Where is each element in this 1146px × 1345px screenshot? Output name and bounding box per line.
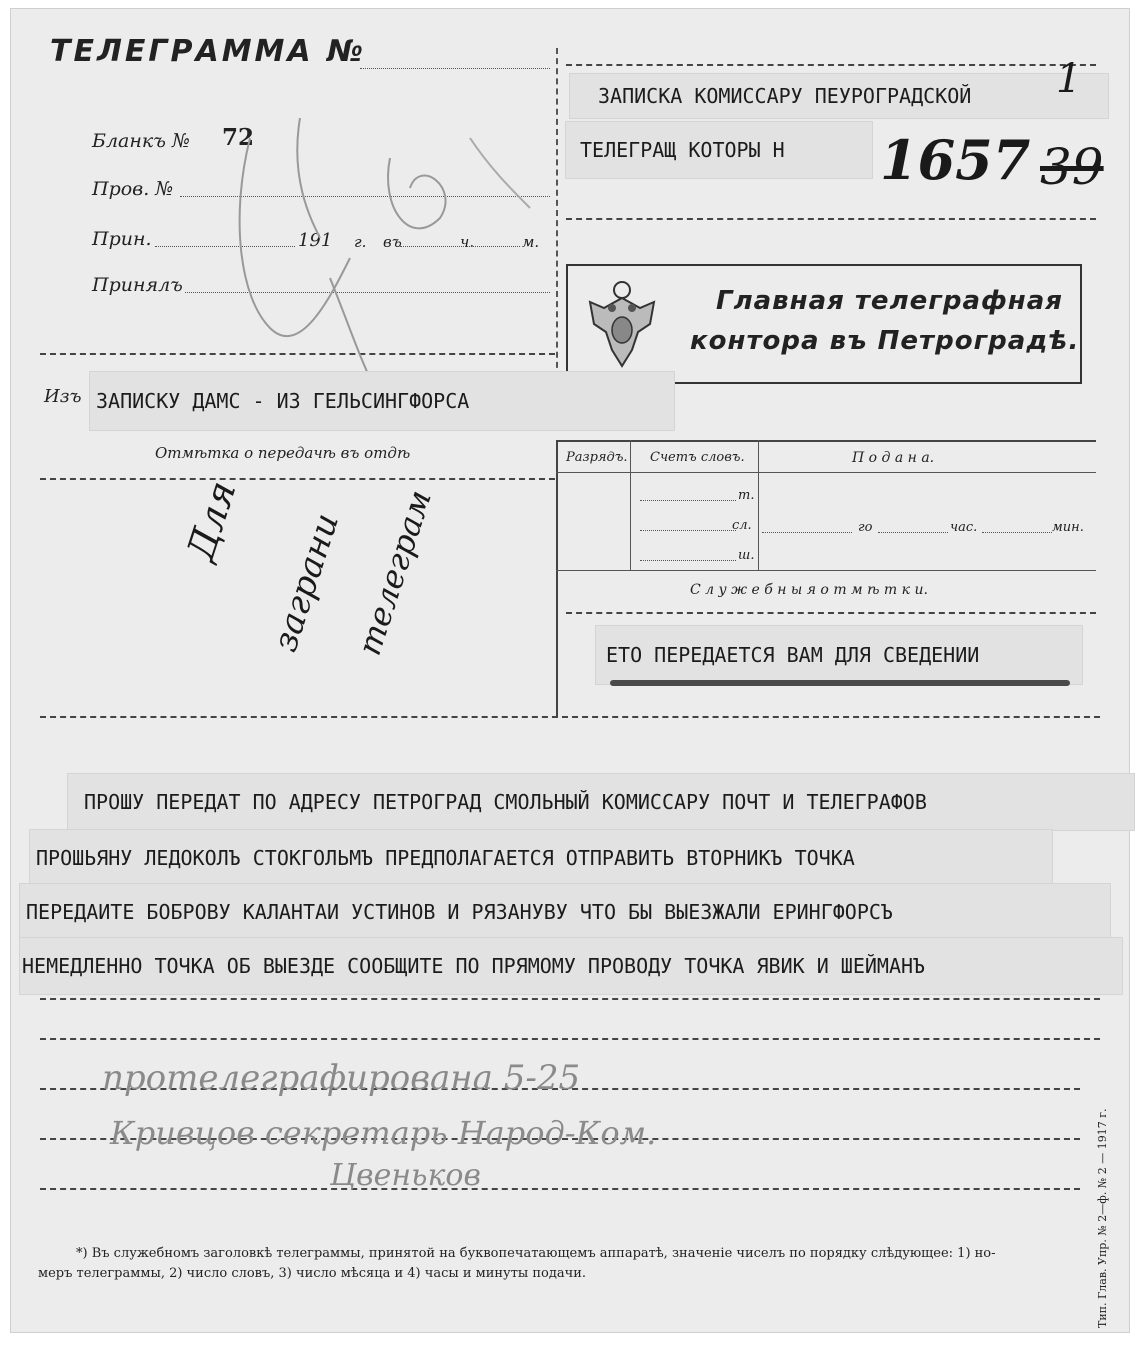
- sluzhebnyya-label: С л у ж е б н ы я о т м ѣ т к и.: [690, 582, 928, 598]
- row-sl-label: сл.: [732, 518, 752, 533]
- service-rule: [566, 612, 1096, 614]
- grid-top-edge: [556, 440, 1096, 442]
- footnote-line2: меръ телеграммы, 2) число словъ, 3) число мѣсяца и 4) часы и минуты подачи.: [38, 1266, 587, 1281]
- iz-label: Изъ: [44, 386, 82, 407]
- eagle-emblem-icon: [582, 276, 662, 372]
- chas-label: час.: [950, 520, 978, 535]
- row-sh-label: ш.: [738, 548, 755, 563]
- hour-line: [878, 532, 948, 533]
- form-title: ТЕЛЕГРАММА №: [50, 34, 367, 69]
- mid-rule: [40, 716, 1100, 718]
- ink-note-1: Для: [178, 475, 245, 566]
- stamp-line1: Главная телеграфная: [716, 286, 1063, 316]
- service-underline-mark: [610, 680, 1070, 686]
- tape-from-line: ЗАПИСКУ ДАМС - ИЗ ГЕЛЬСИНГФОРСА: [90, 372, 674, 430]
- grid-left-edge: [556, 440, 558, 718]
- prinyal-label: Принялъ: [92, 274, 183, 296]
- top-right-rule2: [566, 218, 1096, 220]
- row-t-line: [640, 500, 736, 501]
- m-label: м.: [522, 233, 540, 251]
- blank-label: Бланкъ №: [92, 130, 190, 152]
- row-sl-line: [640, 530, 736, 531]
- body-rule1: [40, 998, 1100, 1000]
- tape-body-line2: ПРОШЬЯНУ ЛЕДОКОЛЪ СТОКГОЛЬМЪ ПРЕДПОЛАГАЕТСЯ ОТПРАВИТЬ ВТОРНИКЪ ТОЧКА: [30, 830, 1052, 886]
- date-line: [762, 532, 852, 533]
- grid-col1: [630, 440, 631, 570]
- v-label: въ: [383, 233, 402, 251]
- min-label: мин.: [1052, 520, 1084, 535]
- header-divider: [556, 48, 558, 378]
- prin-label: Прин.: [92, 228, 152, 250]
- pencil-scribble: [210, 98, 550, 388]
- blank-number: 72: [222, 124, 255, 151]
- top-right-rule1: [566, 64, 1096, 66]
- pencil-line-3: Цвеньков: [330, 1158, 481, 1193]
- tape-body-line1: ПРОШУ ПЕРЕДАТ ПО АДРЕСУ ПЕТРОГРАД СМОЛЬНЫЙ КОМИССАРУ ПОЧТ И ТЕЛЕГРАФОВ: [68, 774, 1134, 830]
- year-label: 191: [298, 230, 333, 251]
- row-sh-line: [640, 560, 736, 561]
- tape-body-line4: НЕМЕДЛЕННО ТОЧКА ОБ ВЫЕЗДЕ СООБЩИТЕ ПО ПРЯМОМУ ПРОВОДУ ТОЧКА ЯВИК И ШЕЙМАНЪ: [20, 938, 1122, 994]
- tape-top-line2: ТЕЛЕГРАЩ КОТОРЫ Н: [566, 122, 872, 178]
- tape-top-line1: ЗАПИСКА КОМИССАРУ ПЕУРОГРАДСКОЙ: [570, 74, 1108, 118]
- otmetka-label: Отмѣтка о передачѣ въ отдѣ: [155, 444, 411, 462]
- tape-service-line: ЕТО ПЕРЕДАЕТСЯ ВАМ ДЛЯ СВЕДЕНИИ: [596, 626, 1082, 684]
- handwritten-1657: 1657: [880, 128, 1031, 192]
- go-label: го: [858, 520, 873, 535]
- pencil-line-2: Кривцов секретарь Народ-Ком.: [110, 1114, 657, 1152]
- grid-bottom-rule: [556, 570, 1096, 571]
- pencil-line-1: протелеграфирована 5-25: [102, 1058, 581, 1098]
- footnote-line1: *) Въ служебномъ заголовкѣ телеграммы, принятой на буквопечатающемъ аппаратѣ, значеніе чиселъ по порядку слѣдующее: 1) но-: [76, 1246, 996, 1261]
- ch-label: ч.: [460, 233, 475, 251]
- razryad-label: Разрядъ.: [566, 450, 628, 465]
- side-imprint: Тип. Глав. Упр. № 2—ф. № 2 — 1917 г.: [1096, 1108, 1109, 1328]
- from-rule: [40, 478, 555, 480]
- grid-col2: [758, 440, 759, 570]
- min-line: [982, 532, 1052, 533]
- office-stamp-box: [566, 264, 1082, 384]
- stamp-line2: контора въ Петроградѣ.: [690, 326, 1080, 356]
- handwritten-1: 1: [1056, 56, 1082, 102]
- telegram-form: [10, 8, 1130, 1333]
- schet-slov-label: Счетъ словъ.: [650, 450, 745, 465]
- body-rule2: [40, 1038, 1100, 1040]
- ink-note-2: заграни: [265, 508, 348, 657]
- body-rule5: [40, 1188, 1080, 1190]
- g-label: г.: [354, 233, 367, 251]
- handwritten-39: 39: [1040, 138, 1104, 196]
- row-t-label: т.: [738, 488, 755, 503]
- tape-body-line3: ПЕРЕДАИТЕ БОБРОВУ КАЛАНТАИ УСТИНОВ И РЯЗАНУВУ ЧТО БЫ ВЫЕЗЖАЛИ ЕРИНГФОРСЪ: [20, 884, 1110, 940]
- podana-label: П о д а н а.: [852, 450, 935, 466]
- title-number-line: [360, 68, 550, 69]
- grid-header-rule: [556, 472, 1096, 473]
- prov-label: Пров. №: [92, 178, 174, 200]
- ink-note-3: телеграм: [350, 485, 439, 660]
